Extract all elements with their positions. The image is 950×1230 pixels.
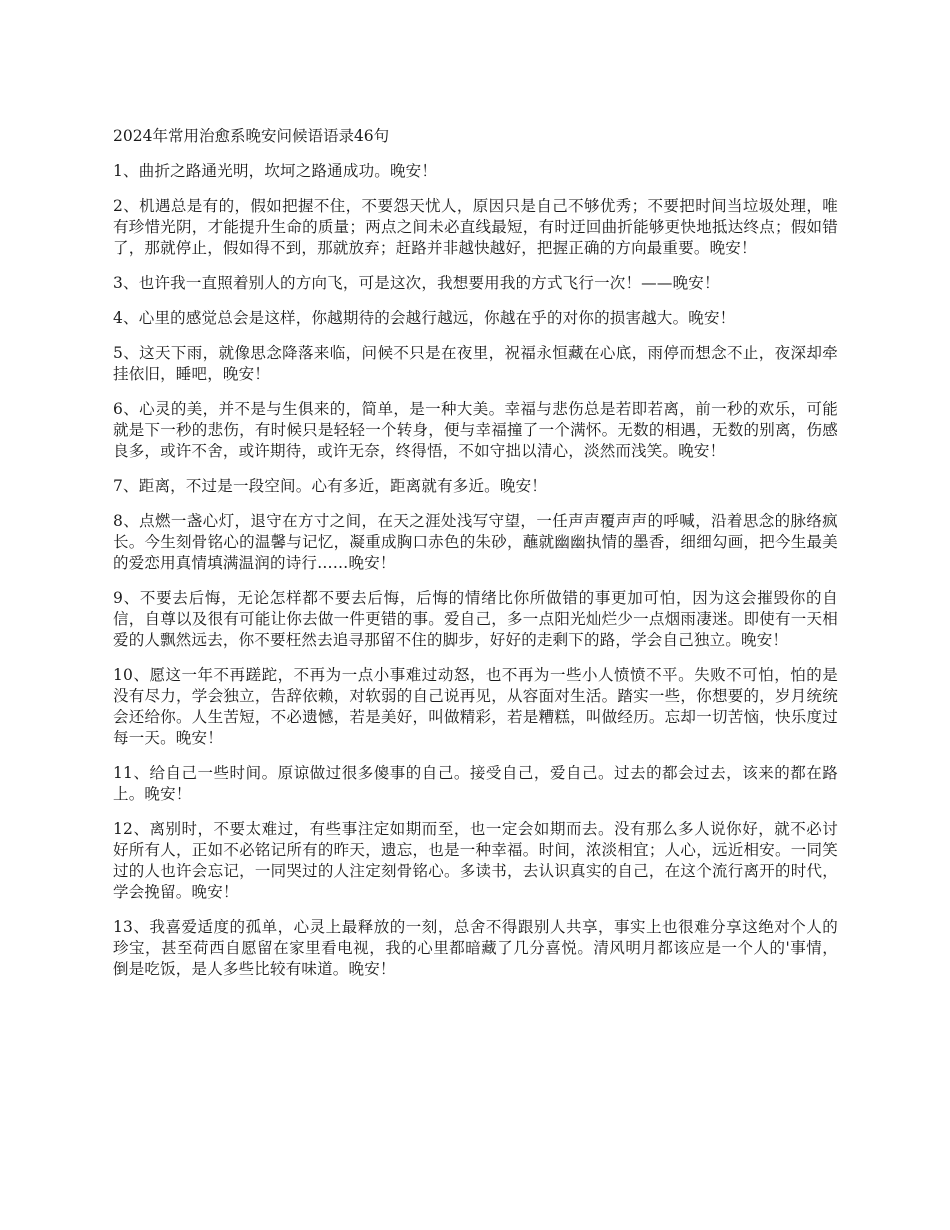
paragraph: 8、点燃一盏心灯，退守在方寸之间，在天之涯处浅写守望，一任声声覆声声的呼喊，沿着思念的脉络疯长。今生刻骨铭心的温馨与记忆，凝重成胸口赤色的朱砂，蘸就幽幽执情的墨香，细细勾画，把今生最美的爱恋用真情填满温润的诗行……晚安！	[113, 512, 838, 572]
document-page	[113, 126, 838, 994]
paragraph: 12、离别时，不要太难过，有些事注定如期而至，也一定会如期而去。没有那么多人说你好，就不必讨好所有人，正如不必铭记所有的昨天，遗忘，也是一种幸福。时间，浓淡相宜；人心，远近相安。一同笑过的人也许会忘记，一同哭过的人注定刻骨铭心。多读书，去认识真实的自己，在这个流行离开的时代，学会挽留。晚安！	[113, 820, 838, 901]
document-title: 2024年常用治愈系晚安问候语语录46句	[113, 127, 390, 145]
paragraph: 2、机遇总是有的，假如把握不住，不要怨天忧人，原因只是自己不够优秀；不要把时间当垃圾处理，唯有珍惜光阴，才能提升生命的质量；两点之间未必直线最短，有时迂回曲折能够更快地抵达终点；假如错了，那就停止，假如得不到，那就放弃；赶路并非越快越好，把握正确的方向最重要。晚安！	[113, 197, 838, 257]
paragraph: 1、曲折之路通光明，坎坷之路通成功。晚安！	[113, 162, 438, 180]
paragraph: 3、也许我一直照着别人的方向飞，可是这次，我想要用我的方式飞行一次！——晚安！	[113, 274, 720, 292]
paragraph: 10、愿这一年不再蹉跎，不再为一点小事难过动怒，也不再为一些小人愤愤不平。失败不可怕，怕的是没有尽力，学会独立，告辞依赖，对软弱的自己说再见，从容面对生活。踏实一些，你想要的，岁月统统会还给你。人生苦短，不必遗憾，若是美好，叫做精彩，若是糟糕，叫做经历。忘却一切苦恼，快乐度过每一天。晚安！	[113, 666, 838, 747]
paragraph: 13、我喜爱适度的孤单，心灵上最释放的一刻，总舍不得跟别人共享，事实上也很难分享这绝对个人的珍宝，甚至荷西自愿留在家里看电视，我的心里都暗藏了几分喜悦。清风明月都该应是一个人的'事情，倒是吃饭，是人多些比较有味道。晚安！	[113, 918, 838, 978]
paragraph: 7、距离，不过是一段空间。心有多近，距离就有多近。晚安！	[113, 477, 547, 495]
paragraph: 5、这天下雨，就像思念降落来临，问候不只是在夜里，祝福永恒藏在心底，雨停而想念不止，夜深却牵挂依旧，睡吧，晚安！	[113, 344, 838, 383]
paragraph: 9、不要去后悔，无论怎样都不要去后悔，后悔的情绪比你所做错的事更加可怕，因为这会摧毁你的自信，自尊以及很有可能让你去做一件更错的事。爱自己，多一点阳光灿烂少一点烟雨凄迷。即使有一天相爱的人飘然远去，你不要枉然去追寻那留不住的脚步，好好的走剩下的路，学会自己独立。晚安！	[113, 589, 838, 649]
paragraph: 4、心里的感觉总会是这样，你越期待的会越行越远，你越在乎的对你的损害越大。晚安！	[113, 309, 736, 327]
paragraph: 11、给自己一些时间。原谅做过很多傻事的自己。接受自己，爱自己。过去的都会过去，该来的都在路上。晚安！	[113, 764, 838, 803]
paragraph: 6、心灵的美，并不是与生俱来的，简单，是一种大美。幸福与悲伤总是若即若离，前一秒的欢乐，可能就是下一秒的悲伤，有时候只是轻轻一个转身，便与幸福撞了一个满怀。无数的相遇，无数的别离，伤感良多，或许不舍，或许期待，或许无奈，终得悟，不如守拙以清心，淡然而浅笑。晚安！	[113, 400, 838, 460]
